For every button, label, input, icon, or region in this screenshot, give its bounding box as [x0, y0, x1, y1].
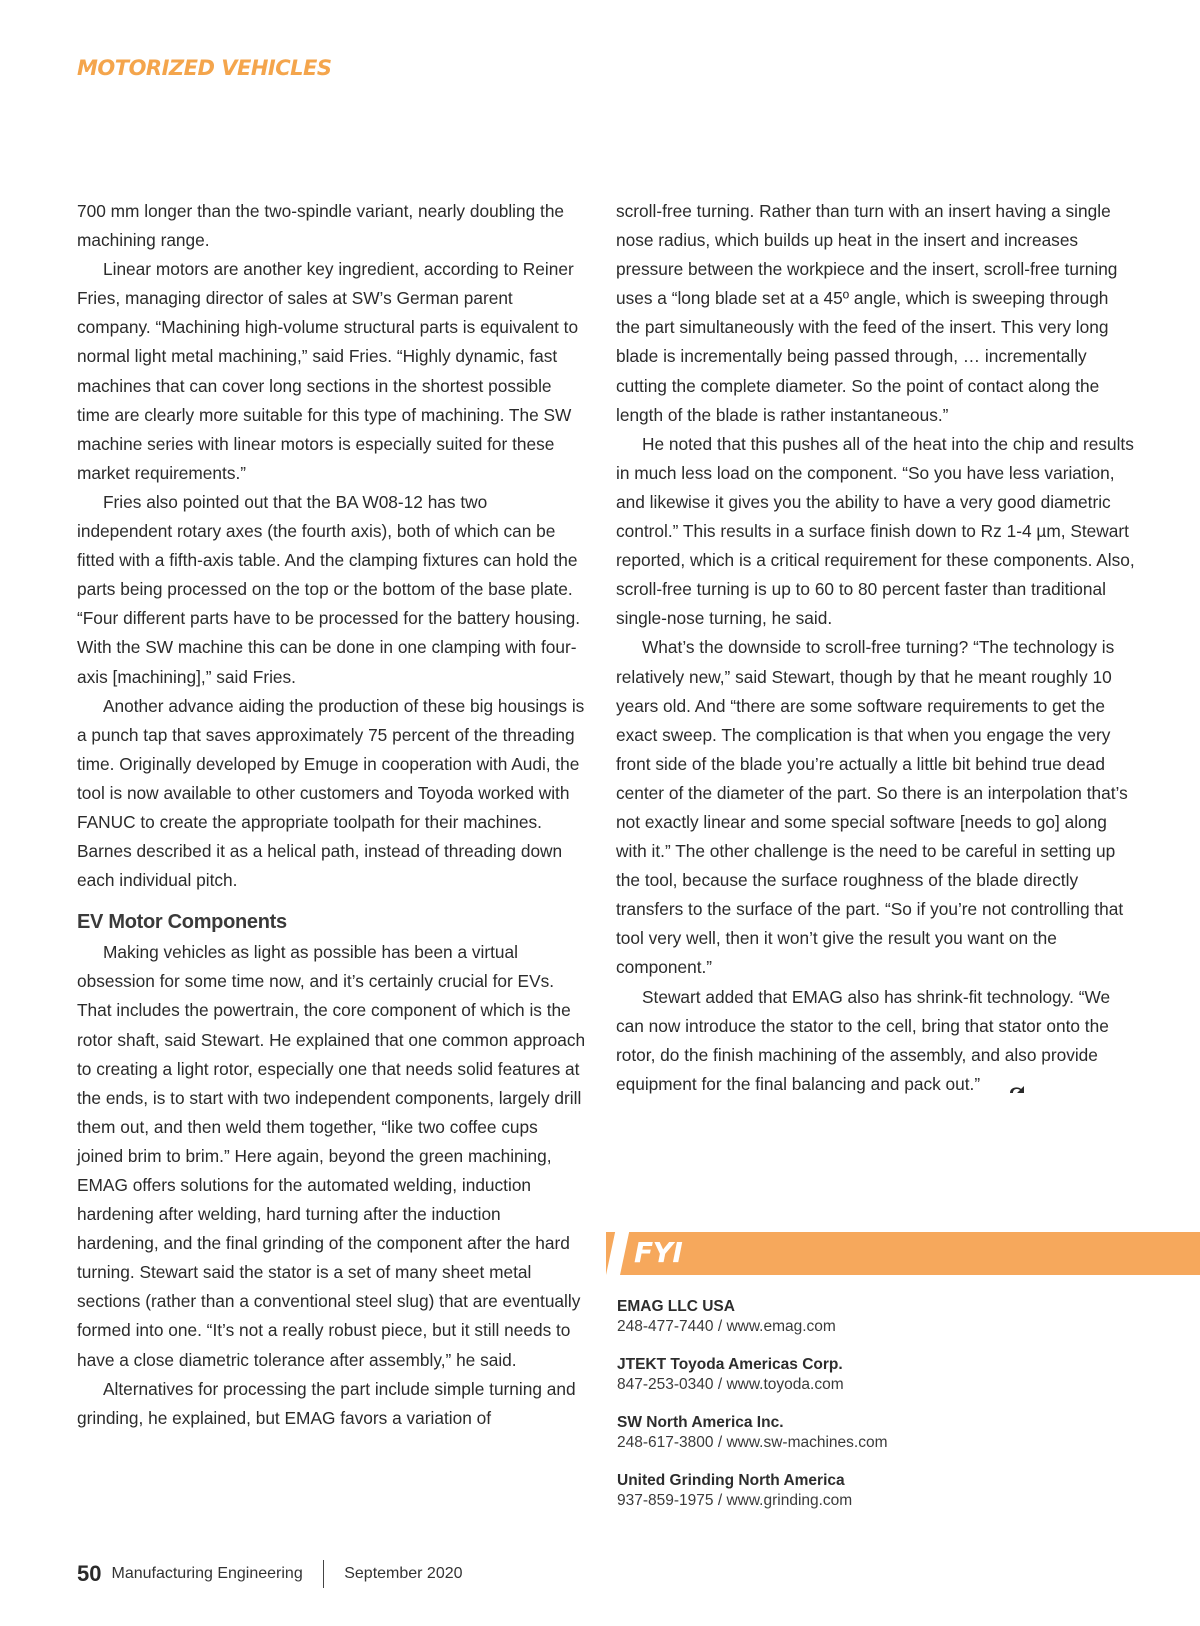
paragraph-last — [616, 983, 1136, 1099]
company-name: SW North America Inc. — [617, 1414, 784, 1431]
company-contact: 937-859-1975 / www.grinding.com — [617, 1492, 853, 1509]
company-contact: 248-477-7440 / www.emag.com — [617, 1318, 836, 1335]
issue-date: September 2020 — [344, 1565, 463, 1582]
section-heading: EV Motor Components — [77, 911, 287, 934]
paragraph: Linear motors are another key ingredient, according to Reiner Fries, managing director of sales at SW’s German parent company. “Machining high-volume structural parts is equivalent to normal light metal machining,” said Fries. “Highly dynamic, fast machines that can cover long sections in the shortest possible time are clearly more suitable for this type of machining. The SW machine series with linear motors is especially suited for these market requirements.” — [77, 259, 579, 483]
paragraph-text: Stewart added that EMAG also has shrink-fit technology. “We can now introduce the stator to the cell, bring that stator onto the rotor, do the finish machining of the assembly, and also provide equipment for the final balancing and pack out.” — [616, 986, 1111, 1094]
company-contact: 248-617-3800 / www.sw-machines.com — [617, 1434, 888, 1451]
publication-name: Manufacturing Engineering — [111, 1565, 303, 1582]
page-number: 50 — [77, 1561, 102, 1586]
paragraph: scroll-free turning. Rather than turn with an insert having a single nose radius, which builds up heat in the insert and increases pressure between the workpiece and the insert, scroll-free turning uses a “long blade set at a 45º angle, which is sweeping through the part simultaneously with the feed of the insert. This very long blade is incrementally being passed through, … incrementally cutting the complete diameter. So the point of contact along the length of the blade is rather instantaneous.” — [616, 201, 1118, 425]
paragraph: Another advance aiding the production of these big housings is a punch tap that saves approximately 75 percent of the threading time. Originally developed by Emuge in cooperation with Audi, the tool is now available to other customers and Toyoda worked with FANUC to create the appropriate toolpath for their machines. Barnes described it as a helical path, instead of threading down each individual pitch. — [77, 695, 585, 891]
section-label: MOTORIZED VEHICLES — [77, 56, 332, 80]
company-name: JTEKT Toyoda Americas Corp. — [617, 1356, 843, 1373]
fyi-company — [617, 1471, 1177, 1511]
fyi-company — [617, 1413, 1177, 1453]
fyi-company — [617, 1355, 1177, 1395]
paragraph: 700 mm longer than the two-spindle variant, nearly doubling the machining range. — [77, 201, 565, 251]
paragraph: Alternatives for processing the part include simple turning and grinding, he explained, but EMAG favors a variation of — [77, 1378, 576, 1428]
company-contact: 847-253-0340 / www.toyoda.com — [617, 1376, 844, 1393]
fyi-company-list — [617, 1297, 1177, 1529]
fyi-title: FYI — [634, 1236, 683, 1269]
paragraph: Fries also pointed out that the BA W08-12 has two independent rotary axes (the fourth axis), both of which can be fitted with a fifth-axis table. And the clamping fixtures can hold the parts being processed on the top or the bottom of the base plate. “Four different parts have to be processed for the battery housing. With the SW machine this can be done in one clamping with four-axis [machining],” said Fries. — [77, 491, 581, 687]
paragraph: Making vehicles as light as possible has been a virtual obsession for some time now, and it’s certainly crucial for EVs. That includes the powertrain, the core component of which is the rotor shaft, said Stewart. He explained that one common approach to creating a light rotor, especially one that needs solid features at the ends, is to start with two independent components, largely drill them out, and then weld them together, “like two coffee cups joined brim to brim.” Here again, beyond the green machining, EMAG offers solutions for the automated welding, induction hardening after welding, hard turning after the induction hardening, and the final grinding of the component after the hard turning. Stewart said the stator is a set of many sheet metal sections (rather than a conventional steel slug) that are eventually formed into one. “It’s not a really robust piece, but it still needs to have a close diametric tolerance after assembly,” he said. — [77, 942, 586, 1370]
company-name: United Grinding North America — [617, 1472, 845, 1489]
footer-divider — [323, 1560, 325, 1588]
article-end-icon — [982, 1078, 1000, 1092]
company-name: EMAG LLC USA — [617, 1298, 735, 1315]
page-footer — [77, 1558, 463, 1590]
paragraph: What’s the downside to scroll-free turning? “The technology is relatively new,” said Stewart, though by that he meant roughly 10 years old. And “there are some software requirements to get the exact sweep. The complication is that when you engage the very front side of the blade you’re actually a little bit behind true dead center of the diameter of the part. So there is an interpolation that’s not exactly linear and some special software [needs to go] along with it.” The other challenge is the need to be careful in setting up the tool, because the surface roughness of the blade directly transfers to the surface of the part. “So if you’re not controlling that tool very well, then it won’t give the result you want on the component.” — [616, 637, 1128, 978]
fyi-company — [617, 1297, 1177, 1337]
right-column — [616, 197, 1136, 1099]
paragraph: He noted that this pushes all of the heat into the chip and results in much less load on the component. “So you have less variation, and likewise it gives you the ability to have a very good diametric control.” This results in a surface finish down to Rz 1-4 µm, Stewart reported, which is a critical requirement for these components. Also, scroll-free turning is up to 60 to 80 percent faster than traditional single-nose turning, he said. — [616, 433, 1135, 629]
left-column — [77, 197, 587, 1433]
fyi-banner — [606, 1232, 1200, 1275]
fyi-banner-notch — [606, 1232, 629, 1275]
